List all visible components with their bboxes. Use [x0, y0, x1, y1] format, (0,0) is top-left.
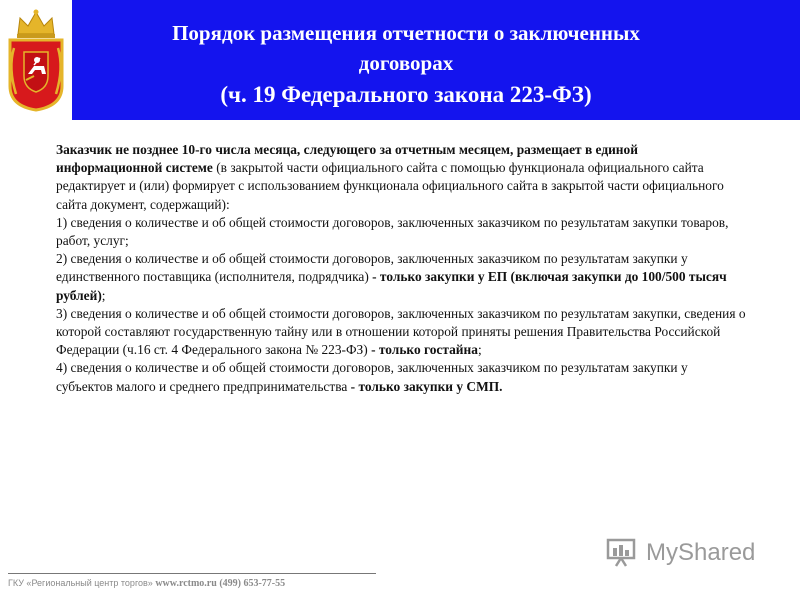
body-text — [56, 141, 746, 396]
item-2-bold-text: - только закупки у ЕП (включая закупки до 100/500 тысяч рублей) — [56, 269, 727, 303]
emblem-container — [0, 0, 72, 120]
footer-site-link[interactable]: www.rctmo.ru — [155, 578, 217, 589]
title-line-3: (ч. 19 Федерального закона 223-ФЗ) — [220, 82, 592, 107]
intro-bold-text: Заказчик не позднее 10-го числа месяца, следующего за отчетным месяцем, размещает в единой информационной системе — [56, 142, 638, 176]
item-3-text: 3) сведения о количестве и об общей стоимости договоров, заключенных заказчиком по результатам закупки, сведения о которой составляют государственную тайну или в отношении которой приняты решения Правительства Российской Федерации (ч.16 ст. 4 Федерального закона № 223-ФЗ) — [56, 305, 746, 358]
footer-divider — [8, 573, 376, 574]
title-line-1: Порядок размещения отчетности о заключенных — [172, 21, 640, 45]
item-3-end: ; — [477, 342, 482, 358]
item-2-text: 2) сведения о количестве и об общей стоимости договоров, заключенных заказчиком по результатам закупки у единственного поставщика (исполнителя, подрядчика) — [56, 251, 688, 285]
item-3-bold-text: - только гостайна — [367, 342, 478, 358]
header-banner — [0, 0, 800, 120]
intro-paragraph — [56, 141, 746, 214]
list-item-4 — [56, 359, 746, 395]
page-title — [96, 18, 716, 112]
list-item-2 — [56, 250, 746, 305]
item-4-bold-text: - только закупки у СМП. — [347, 378, 503, 394]
item-1-text: 1) сведения о количестве и об общей стоимости договоров, заключенных заказчиком по результатам закупки товаров, работ, услуг; — [56, 214, 729, 249]
footer — [8, 578, 285, 589]
intro-text: (в закрытой части официального сайта с помощью функционала официального сайта редактирует и (или) формирует с использованием функционала официального сайта в закрытой части официального сайта документ, содержащий): — [56, 160, 724, 212]
coat-of-arms-icon — [4, 8, 68, 112]
footer-phone: (499) 653-77-55 — [216, 578, 286, 589]
myshared-presentation-icon — [606, 538, 640, 568]
footer-org: ГКУ «Региональный центр торгов» — [8, 578, 156, 588]
watermark-text: MyShared — [646, 539, 756, 566]
myshared-watermark[interactable] — [606, 536, 776, 570]
list-item-3 — [56, 305, 746, 360]
item-4-text: 4) сведения о количестве и об общей стоимости договоров, заключенных заказчиком по результатам закупки у субъектов малого и среднего предпринимательства — [56, 360, 688, 394]
title-line-2: договорах — [358, 51, 454, 75]
item-2-end: ; — [101, 287, 106, 303]
list-item-1 — [56, 214, 746, 250]
